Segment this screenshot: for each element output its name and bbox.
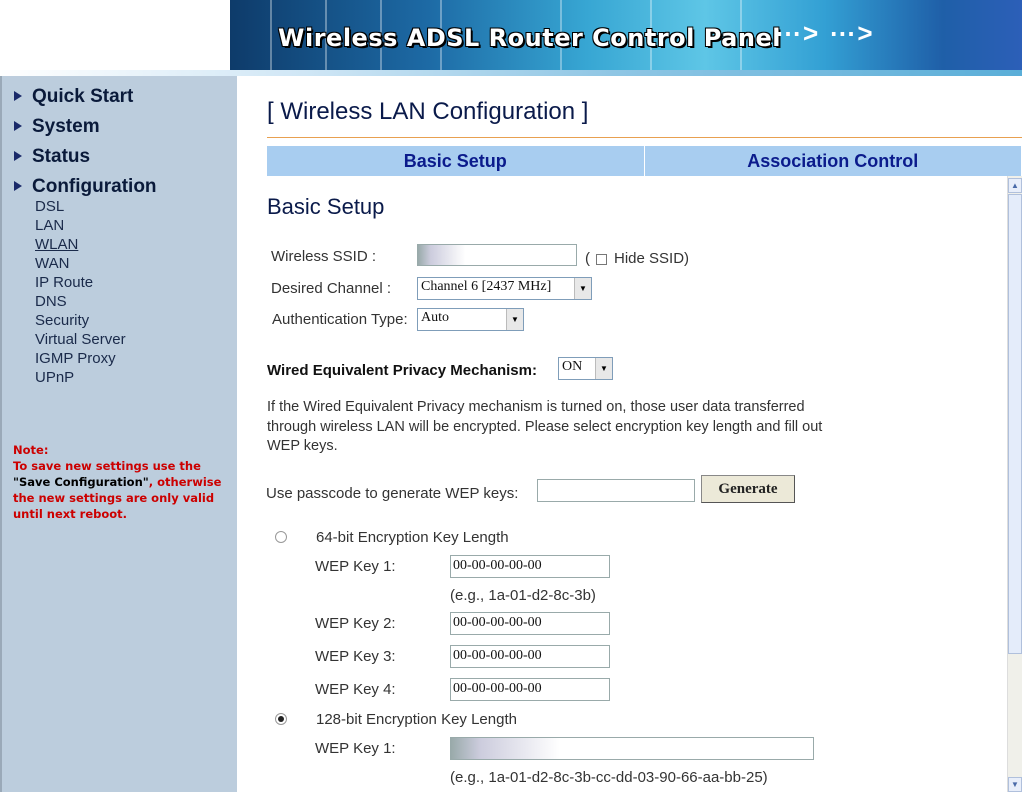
sidebar-item-configuration[interactable]: Configuration [14, 176, 157, 198]
key128-label: 128-bit Encryption Key Length [316, 711, 517, 728]
channel-label: Desired Channel : [271, 280, 392, 297]
sidebar-item-igmp-proxy[interactable]: IGMP Proxy [35, 350, 116, 367]
main-panel [237, 76, 1022, 792]
wep-key-2-input[interactable]: 00-00-00-00-00 [450, 612, 610, 635]
section-title: Basic Setup [267, 194, 385, 219]
sidebar-item-wan[interactable]: WAN [35, 255, 70, 272]
radio-64-bit[interactable] [275, 531, 287, 543]
sidebar-item-status[interactable]: Status [14, 146, 90, 168]
sidebar-item-dns[interactable]: DNS [35, 293, 67, 310]
sidebar-item-security[interactable]: Security [35, 312, 90, 329]
tab-basic-setup[interactable]: Basic Setup [267, 146, 645, 176]
key64-3-label: WEP Key 3: [315, 648, 396, 665]
wep-label: Wired Equivalent Privacy Mechanism: [267, 362, 537, 379]
sidebar-item-system[interactable]: System [14, 116, 100, 138]
bullet-arrow-icon [14, 121, 22, 131]
chevron-down-icon: ▼ [595, 358, 612, 379]
note-text-2: , otherwise the new settings are only valid until next reboot. [13, 475, 222, 521]
sidebar-item-wlan[interactable]: WLAN [35, 236, 79, 253]
save-note [13, 442, 233, 522]
key128-example: (e.g., 1a-01-d2-8c-3b-cc-dd-03-90-66-aa-bb-25) [450, 769, 768, 786]
content-area [237, 176, 1007, 792]
header-banner [0, 0, 1022, 76]
bullet-arrow-icon [14, 151, 22, 161]
wep-key-128-input[interactable] [450, 737, 814, 760]
hide-ssid-label: Hide SSID) [614, 250, 690, 267]
channel-select[interactable]: Channel 6 [2437 MHz] ▼ [417, 277, 592, 300]
sidebar-item-ip-route[interactable]: IP Route [35, 274, 94, 291]
generate-button[interactable]: Generate [701, 475, 795, 503]
passcode-label: Use passcode to generate WEP keys: [266, 485, 519, 502]
bullet-arrow-icon [14, 91, 22, 101]
wep-key-1-input[interactable]: 00-00-00-00-00 [450, 555, 610, 578]
key64-1-label: WEP Key 1: [315, 558, 396, 575]
wep-key-3-input[interactable]: 00-00-00-00-00 [450, 645, 610, 668]
chevron-down-icon: ▼ [506, 309, 523, 330]
passcode-input[interactable] [537, 479, 695, 502]
radio-128-bit[interactable] [275, 713, 287, 725]
auth-type-label: Authentication Type: [272, 311, 408, 328]
sidebar-item-quick-start[interactable]: Quick Start [14, 86, 133, 108]
banner-title: Wireless ADSL Router Control Panel [278, 24, 781, 52]
sidebar-item-lan[interactable]: LAN [35, 217, 65, 234]
wep-description: If the Wired Equivalent Privacy mechanism is turned on, those user data transferred through wireless LAN will be encrypted. Please select encryption key length and fill out WEP keys. [267, 399, 823, 454]
sidebar-item-dsl[interactable]: DSL [35, 198, 65, 215]
ssid-label: Wireless SSID : [271, 248, 377, 265]
note-text: To save new settings use the [13, 459, 201, 473]
scrollbar-thumb[interactable] [1008, 194, 1022, 654]
note-heading: Note: [13, 443, 49, 457]
bullet-arrow-icon [14, 181, 22, 191]
page-title: [ Wireless LAN Configuration ] [267, 98, 589, 125]
auth-type-select[interactable]: Auto ▼ [417, 308, 524, 331]
hide-ssid-checkbox[interactable] [596, 254, 607, 265]
wep-select[interactable]: ON ▼ [558, 357, 613, 380]
key64-2-label: WEP Key 2: [315, 615, 396, 632]
key64-label: 64-bit Encryption Key Length [316, 529, 509, 546]
key64-4-label: WEP Key 4: [315, 681, 396, 698]
scrollbar[interactable] [1007, 176, 1022, 792]
sidebar-item-upnp[interactable]: UPnP [35, 369, 75, 386]
scroll-up-icon[interactable]: ▲ [1008, 178, 1022, 193]
note-save-configuration: "Save Configuration" [13, 475, 149, 489]
tab-association-control[interactable]: Association Control [645, 146, 1022, 176]
arrow-icon: ⋯> ⋯> [775, 18, 875, 48]
key64-example: (e.g., 1a-01-d2-8c-3b) [450, 587, 596, 604]
wep-key-4-input[interactable]: 00-00-00-00-00 [450, 678, 610, 701]
scroll-down-icon[interactable]: ▼ [1008, 777, 1022, 792]
sidebar [0, 76, 237, 792]
ssid-paren: ( [585, 250, 590, 267]
ssid-input[interactable] [417, 244, 577, 266]
tab-bar [267, 146, 1022, 176]
key128-1-label: WEP Key 1: [315, 740, 396, 757]
sidebar-item-virtual-server[interactable]: Virtual Server [35, 331, 126, 348]
chevron-down-icon: ▼ [574, 278, 591, 299]
divider [267, 137, 1022, 138]
